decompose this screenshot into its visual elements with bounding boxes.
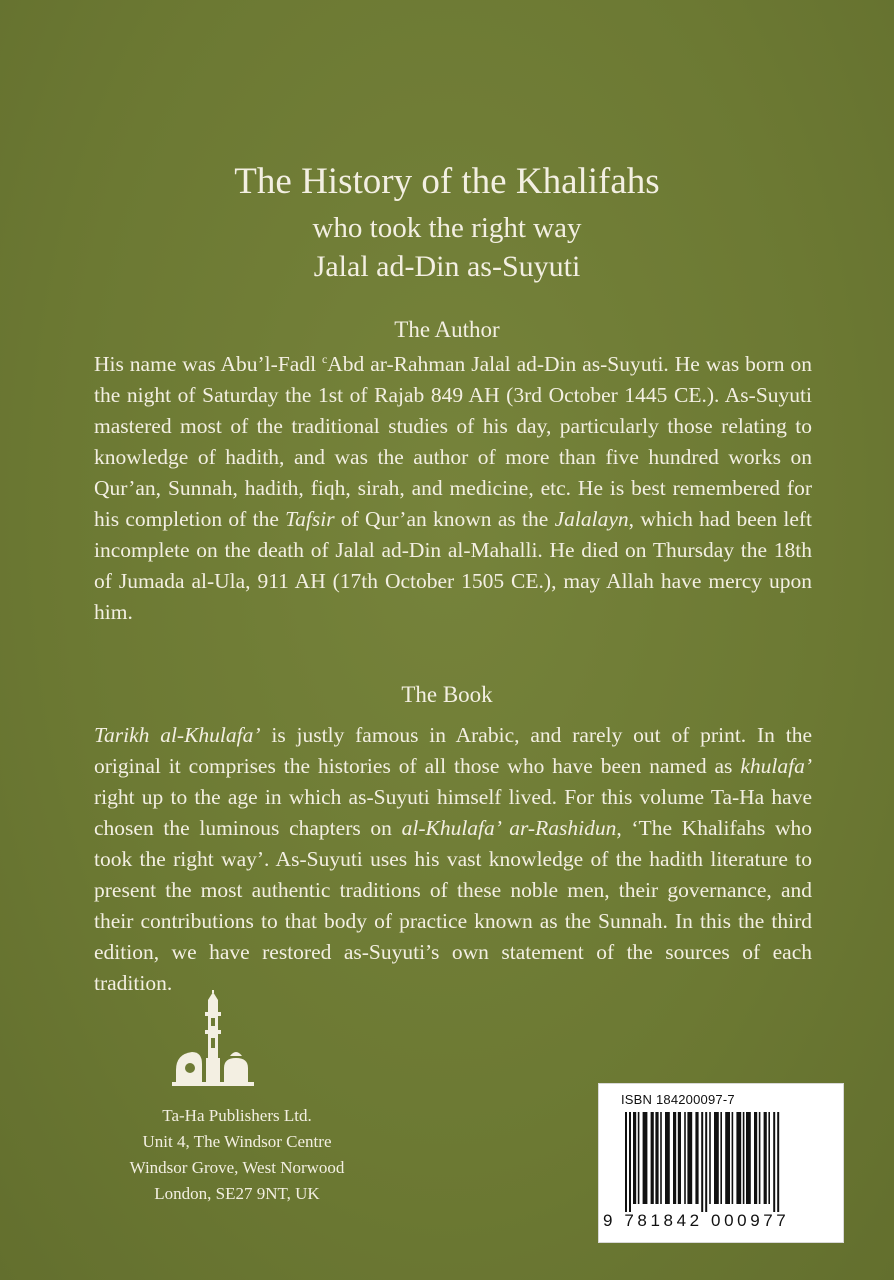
book-heading: The Book: [401, 682, 493, 707]
paragraph-text-segment: His name was Abu’l-Fadl: [94, 352, 322, 377]
paragraph-text-segment: of Qur’an known as the: [334, 507, 555, 532]
book-paragraph: [94, 720, 812, 999]
barcode-bar: [743, 1112, 745, 1204]
paragraph-text-segment: Tafsir: [285, 507, 335, 532]
paragraph-text-segment: khulafa’: [740, 754, 812, 778]
barcode-bar: [773, 1112, 775, 1212]
publisher-address: [112, 1103, 362, 1207]
paragraph-text-segment: c: [321, 352, 328, 366]
barcode-bar: [695, 1112, 698, 1204]
book-author: Jalal ad-Din as-Suyuti: [313, 250, 581, 283]
paragraph-text-segment: is justly famous in Arabic, and rarely out of print. In the original it comprises the histories of all those who have been named as: [94, 723, 812, 778]
barcode-bar: [736, 1112, 741, 1204]
paragraph-text-segment: Jalalayn: [554, 507, 629, 532]
barcode-bar: [777, 1112, 779, 1212]
barcode-bar: [705, 1112, 707, 1212]
mosque-minaret-logo-icon: [168, 990, 258, 1090]
barcode-bar: [754, 1112, 757, 1204]
paragraph-text-segment: al-Khulafa’ ar-Rashidun: [401, 816, 617, 840]
author-heading: The Author: [394, 317, 500, 342]
barcode-digits: 9 781842 000977: [603, 1211, 790, 1230]
book-title: The History of the Khalifahs: [234, 161, 660, 202]
barcode-bar: [673, 1112, 676, 1204]
isbn-barcode: [598, 1083, 844, 1243]
book-subtitle: who took the right way: [312, 212, 582, 244]
barcode-bar: [678, 1112, 681, 1204]
barcode-bar: [625, 1112, 627, 1212]
barcode-bar: [660, 1112, 662, 1204]
barcode-bar: [655, 1112, 658, 1204]
publisher-line: Unit 4, The Windsor Centre: [142, 1132, 332, 1151]
barcode-bars: [617, 1112, 827, 1212]
barcode-bar: [759, 1112, 761, 1204]
barcode-bar: [665, 1112, 670, 1204]
paragraph-text-segment: , ‘The Khalifahs who took the right way’. As-Suyuti uses his vast knowledge of the hadith literature to present the most authentic traditions of these noble men, their governance, and their contributions to that body of practice known as the Sunnah. In this the third edition, we have restored as-Suyuti’s own statement of the sources of each tradition.: [94, 816, 812, 995]
barcode-bar: [714, 1112, 719, 1204]
barcode-bar: [629, 1112, 631, 1212]
barcode-bar: [746, 1112, 751, 1204]
isbn-label: ISBN 184200097-7: [621, 1092, 735, 1107]
publisher-line: Ta-Ha Publishers Ltd.: [162, 1106, 312, 1125]
barcode-bar: [768, 1112, 770, 1204]
barcode-bar: [684, 1112, 686, 1204]
barcode-bar: [651, 1112, 654, 1204]
barcode-bar: [633, 1112, 636, 1204]
barcode-bar: [709, 1112, 711, 1204]
barcode-bar: [720, 1112, 722, 1204]
paragraph-text-segment: Abd ar-Rahman Jalal ad-Din as-Suyuti. He was born on the night of Saturday the 1st of Rajab 849 AH (3rd October 1445 CE.). As-Suyuti mastered most of the traditional studies of his day, particularly those relating to knowledge of hadith, and was the author of more than five hundred works on Qur’an, Sunnah, hadith, fiqh, sirah, and medicine, etc. He is best remembered for his completion of the: [94, 352, 812, 532]
barcode-bar: [701, 1112, 703, 1212]
barcode-bar: [643, 1112, 648, 1204]
barcode-bar: [725, 1112, 730, 1204]
paragraph-text-segment: Tarikh al-Khulafa’: [94, 723, 261, 747]
barcode-bar: [638, 1112, 640, 1204]
barcode-bar: [732, 1112, 734, 1204]
publisher-line: Windsor Grove, West Norwood: [129, 1158, 345, 1177]
paragraph-text-segment: , which had been left incomplete on the death of Jalal ad-Din al-Mahalli. He died on Thursday the 18th of Jumada al-Ula, 911 AH (17th October 1505 CE.), may Allah have mercy upon him.: [94, 507, 812, 625]
barcode-bar: [764, 1112, 767, 1204]
barcode-bar: [687, 1112, 692, 1204]
author-paragraph: [94, 344, 812, 628]
publisher-line: London, SE27 9NT, UK: [154, 1184, 320, 1203]
paragraph-text-segment: right up to the age in which as-Suyuti himself lived. For this volume Ta-Ha have chosen the luminous chapters on: [94, 785, 812, 840]
